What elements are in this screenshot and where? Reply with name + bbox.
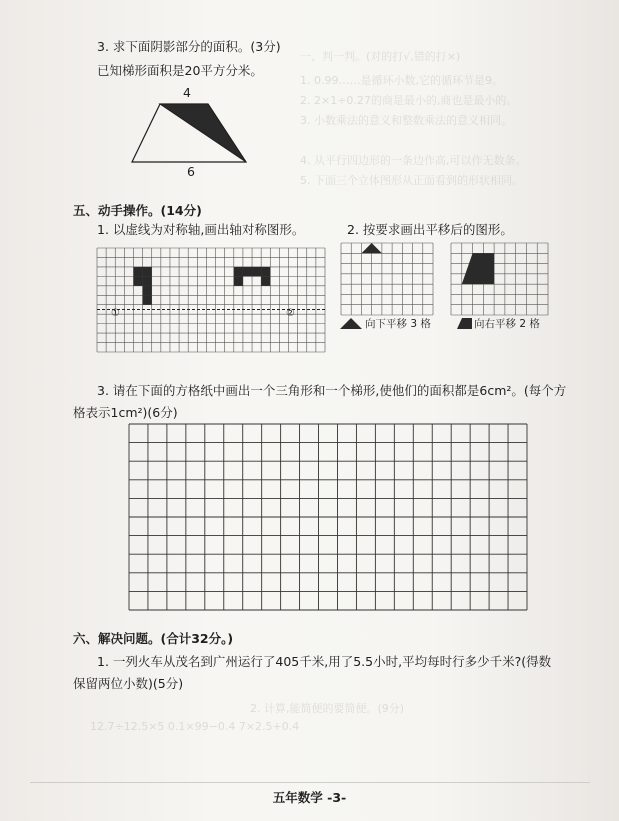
shaded-cell <box>261 267 270 276</box>
shaded-cell <box>143 267 152 276</box>
problem1-line1: 1. 一列火车从茂名到广州运行了405千米,用了5.5小时,平均每时行多少千米?(得数 <box>97 654 552 669</box>
triangle-original <box>361 243 381 253</box>
area-drawing-grid[interactable] <box>129 424 527 610</box>
move-down-label: 向下平移 3 格 <box>365 318 431 330</box>
bleed-through-text: 3. 小数乘法的意义和整数乘法的意义相同。 <box>300 114 512 127</box>
translation-grid-right[interactable] <box>451 243 548 315</box>
shaded-cell <box>133 276 142 285</box>
page-footer: 五年数学 -3- <box>272 790 347 805</box>
symmetry-grid[interactable] <box>97 248 325 352</box>
bleed-through-text: 2. 2×1÷0.27的商是最小的,商也是最小的。 <box>300 94 518 107</box>
task3-line2: 格表示1cm²)(6分) <box>73 405 178 420</box>
triangle-shape-icon <box>338 316 366 332</box>
marker-one: ① <box>111 308 120 319</box>
bleed-through-text: 1. 0.99……是循环小数,它的循环节是9。 <box>300 74 503 87</box>
section6-heading: 六、解决问题。(合计32分。) <box>73 631 234 646</box>
shaded-cell <box>243 267 252 276</box>
bleed-through-text: 4. 从平行四边形的一条边作高,可以作无数条。 <box>300 154 527 167</box>
shaded-cell <box>234 267 243 276</box>
bleed-through-text: 5. 下面三个立体图形从正面看到的形状相同。 <box>300 174 523 187</box>
shaded-cell <box>234 276 243 285</box>
trapezoid-bottom-label: 6 <box>187 164 195 179</box>
trapezoid-top-label: 4 <box>183 85 191 100</box>
shaded-cell <box>143 286 152 295</box>
bleed-through-text: 2. 计算,能简便的要简便。(9分) <box>250 702 405 715</box>
move-right-label: 向右平移 2 格 <box>474 318 540 330</box>
translation-grid-down[interactable] <box>341 243 433 315</box>
q3-given-text: 已知梯形面积是20平方分米。 <box>97 63 263 78</box>
task1-instruction: 1. 以虚线为对称轴,画出轴对称图形。 <box>97 222 305 237</box>
trapezoid-original <box>462 253 494 284</box>
shaded-cell <box>133 267 142 276</box>
shaded-cell <box>252 267 261 276</box>
marker-two: ② <box>286 308 295 319</box>
bleed-through-text: 12.7÷12.5×5 0.1×99−0.4 7×2.5+0.4 <box>90 720 300 733</box>
shaded-cell <box>261 276 270 285</box>
shaded-cell <box>143 276 152 285</box>
task2-instruction: 2. 按要求画出平移后的图形。 <box>347 222 513 237</box>
shaded-cell <box>143 295 152 304</box>
section5-heading: 五、动手操作。(14分) <box>73 203 202 218</box>
bleed-through-text: 一、判一判。(对的打√,错的打×) <box>300 50 461 63</box>
q3-area-title: 3. 求下面阴影部分的面积。(3分) <box>97 39 281 54</box>
footer-divider <box>30 782 590 783</box>
task3-line1: 3. 请在下面的方格纸中画出一个三角形和一个梯形,使他们的面积都是6cm²。(每个方 <box>97 383 567 398</box>
problem1-line2: 保留两位小数)(5分) <box>73 676 184 691</box>
